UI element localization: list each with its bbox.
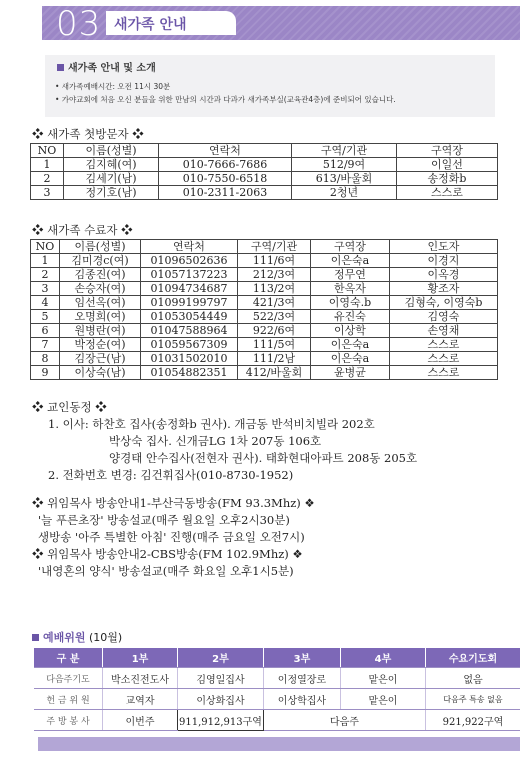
column-header: NO [31, 144, 64, 158]
table-row: 3 정기호(남) 010-2311-2063 2청년 스스로 [31, 186, 498, 200]
column-header: 연락처 [141, 240, 238, 254]
table-row: 2 김세기(남) 010-7550-6518 613/바울회 송정화b [31, 172, 498, 186]
column-header: 구역장 [311, 240, 390, 254]
column-header: 1부 [103, 648, 178, 668]
table-row: 주 방 봉 사 이번주 911,912,913구역 다음주 921,922구역 [34, 710, 520, 731]
column-header: 3부 [263, 648, 340, 668]
member-news-line: 양경태 안수집사(전현자 권사). 태화현대아파트 208동 205호 [109, 451, 418, 465]
member-news-line: 박상숙 집사. 신개금LG 1차 207동 106호 [109, 434, 322, 448]
intro-title: 새가족 안내 및 소개 [57, 59, 156, 74]
first-visitors-table [30, 143, 498, 200]
intro-line: • 새가족예배시간: 오전 11시 30분 [55, 82, 171, 91]
graduates-table [30, 239, 498, 380]
column-header: 4부 [340, 648, 425, 668]
table-row: 5 오명희(여) 01053054449 522/3여 유진숙 김영숙 [31, 310, 498, 324]
table-row: 6 원병란(여) 01047588964 922/6여 이상학 손영채 [31, 324, 498, 338]
column-header: 이름(성별) [64, 144, 159, 158]
square-bullet-icon [32, 634, 39, 641]
square-bullet-icon [57, 64, 64, 71]
section-title-box [106, 11, 236, 35]
column-header: 구 분 [34, 648, 103, 668]
intro-box [45, 55, 495, 117]
table-row: 8 김장근(남) 01031502010 111/2남 이은숙a 스스로 [31, 352, 498, 366]
member-news-line: 1. 이사: 하찬호 집사(송정화b 권사). 개금동 반석비치빌라 202호 [48, 417, 375, 431]
graduates-heading: ❖ 새가족 수료자 ❖ [32, 223, 133, 237]
table-row: 9 이상숙(남) 01054882351 412/바울회 윤병균 스스로 [31, 366, 498, 380]
section-number: 03 [56, 4, 102, 44]
first-visitors-heading: ❖ 새가족 첫방문자 ❖ [32, 127, 144, 141]
broadcast-line: '늘 푸른초장' 방송설교(매주 월요일 오후2시30분) [38, 513, 290, 527]
broadcast-line: ❖ 위임목사 방송안내2-CBS방송(FM 102.9Mhz) ❖ [32, 547, 303, 561]
column-header: 2부 [178, 648, 264, 668]
table-row: 1 김미경c(여) 01096502636 111/6여 이은숙a 이경지 [31, 254, 498, 268]
column-header: 인도자 [390, 240, 498, 254]
column-header: 구역/기관 [238, 240, 311, 254]
table-row: 2 김종진(여) 01057137223 212/3여 정무연 이옥경 [31, 268, 498, 282]
column-header: 연락처 [159, 144, 292, 158]
table-row: 3 손승자(여) 01094734687 113/2여 한옥자 황조자 [31, 282, 498, 296]
table-row: 1 김지혜(여) 010-7666-7686 512/9여 이일선 [31, 158, 498, 172]
broadcast-line: 생방송 '아주 특별한 아침' 진행(매주 금요일 오전7시) [38, 530, 305, 544]
table-row: 4 임선옥(여) 01099199797 421/3여 이영숙.b 김형숙, 이영숙b [31, 296, 498, 310]
section-header [42, 4, 520, 44]
member-news-heading: ❖ 교인동정 ❖ [32, 400, 107, 414]
column-header: 구역/기관 [292, 144, 397, 158]
footer-banner [38, 737, 520, 751]
table-row: 7 박정순(여) 01059567309 111/5여 이은숙a 스스로 [31, 338, 498, 352]
worship-duty-table [34, 648, 520, 731]
column-header: 구역장 [397, 144, 498, 158]
broadcast-line: ❖ 위임목사 방송안내1-부산극동방송(FM 93.3Mhz) ❖ [32, 496, 315, 510]
broadcast-line: '내영혼의 양식' 방송설교(매주 화요일 오후1시5분) [38, 564, 294, 578]
column-header: 이름(성별) [60, 240, 141, 254]
table-row: 다음주기도 박소진전도사 김영일집사 이정열장로 맡은이 없음 [34, 668, 520, 689]
column-header: 수요기도회 [425, 648, 520, 668]
table-header-row [31, 144, 498, 158]
member-news-line: 2. 전화번호 변경: 김건휘집사(010-8730-1952) [48, 468, 294, 482]
intro-line: • 가야교회에 처음 오신 분들을 위한 만남의 시간과 다과가 새가족부실(교육관4층)에 준비되어 있습니다. [55, 95, 396, 104]
table-header-row [34, 648, 520, 668]
column-header: NO [31, 240, 60, 254]
worship-duty-title: 예배위원 (10월) [32, 629, 122, 645]
table-header-row [31, 240, 498, 254]
table-row: 헌 금 위 원 교역자 이상화집사 이상학집사 맡은이 다음주 특송 없음 [34, 689, 520, 710]
section-title: 새가족 안내 [114, 17, 187, 33]
